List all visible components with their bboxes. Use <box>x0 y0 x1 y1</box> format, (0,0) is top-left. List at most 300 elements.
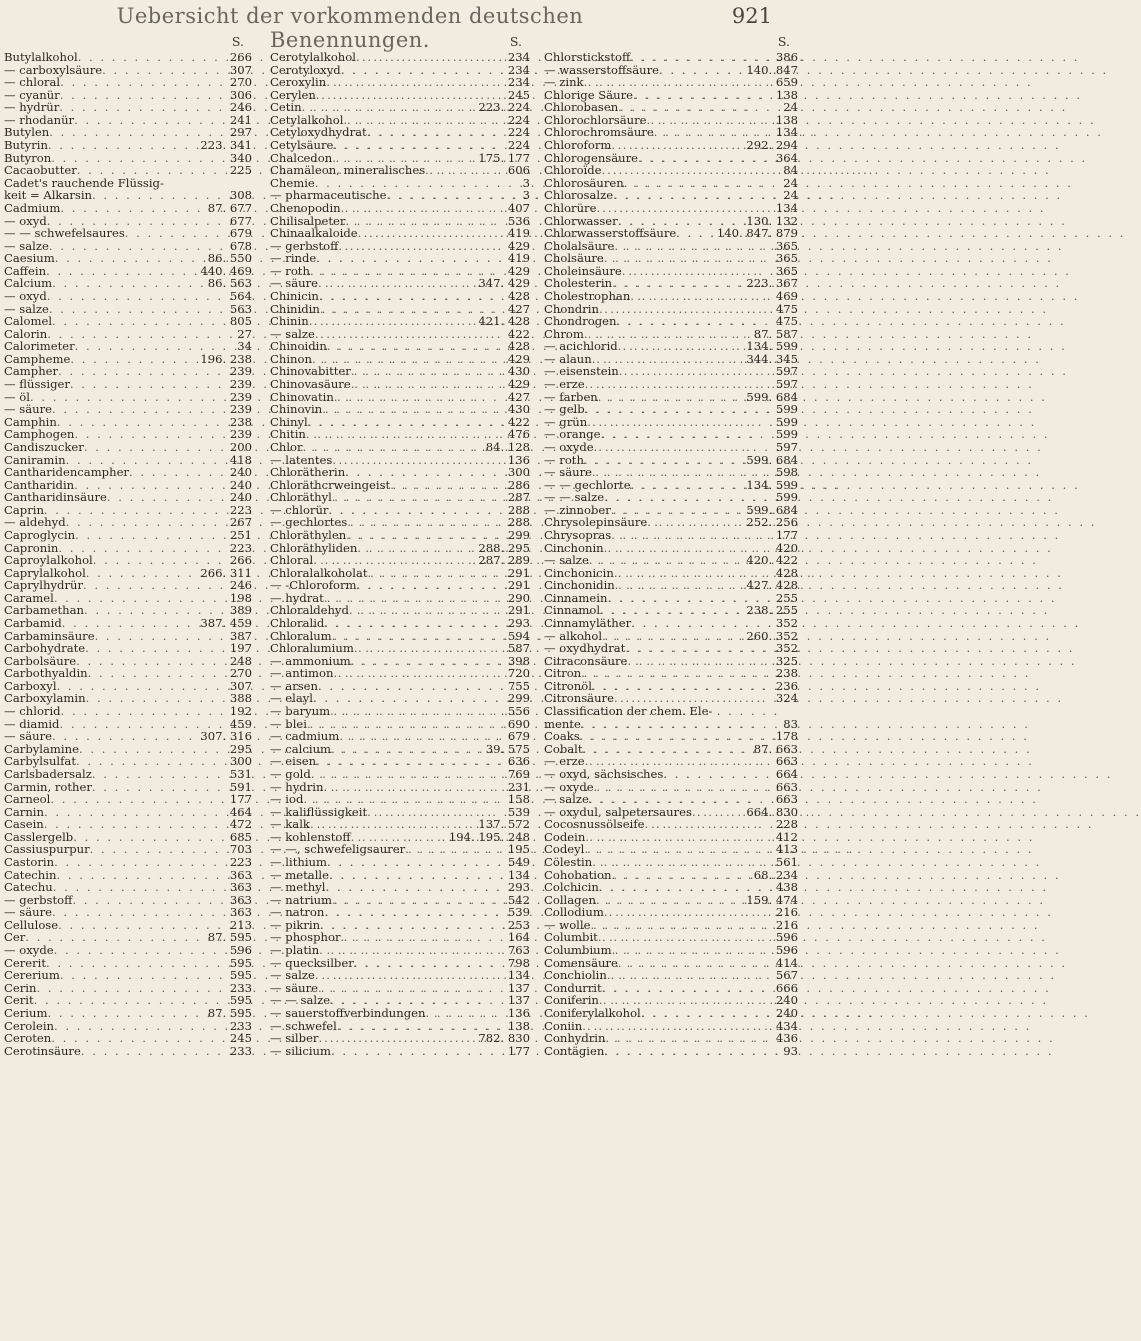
index-term: Comensäure <box>544 955 618 970</box>
page-reference: 87. 595 <box>207 1005 252 1020</box>
page-reference: 223. 224 <box>478 100 530 115</box>
page-reference: 251 <box>229 527 252 542</box>
index-entry <box>4 164 252 177</box>
index-term: — natron <box>270 905 325 920</box>
index-term: — — schwefelsaures <box>4 226 125 241</box>
index-entry <box>4 1045 252 1058</box>
page-reference: 200 <box>229 439 252 454</box>
dot-leader <box>84 441 228 454</box>
dot-leader <box>326 881 506 894</box>
index-term: Chlorige Säure <box>544 87 633 102</box>
page-reference: 387 <box>229 628 252 643</box>
index-column-1 <box>4 32 252 1337</box>
page-reference: 798 <box>507 955 530 970</box>
index-term: Chenopodin <box>270 200 341 215</box>
index-term: — latentes <box>270 452 333 467</box>
dot-leader <box>319 290 506 303</box>
index-term: Cacaobutter <box>4 163 77 178</box>
page-reference: 769 <box>507 766 530 781</box>
index-entry <box>544 101 798 114</box>
index-term: — salze <box>270 326 315 341</box>
page-reference: 3 <box>522 188 530 203</box>
index-term: Casein <box>4 817 44 832</box>
index-entry <box>544 705 798 718</box>
index-term: — wolle <box>544 917 591 932</box>
index-term: — gold <box>270 766 311 781</box>
index-entry <box>544 529 798 542</box>
index-entry <box>4 1032 252 1045</box>
index-term: Butylen <box>4 125 50 140</box>
page-reference: 599 <box>775 427 798 442</box>
index-entry <box>544 164 798 177</box>
index-term: — oxyd, sächsisches <box>544 766 664 781</box>
index-entry <box>544 881 798 894</box>
dot-leader <box>303 441 484 454</box>
index-term: Capronin <box>4 540 59 555</box>
page-reference: 266 <box>229 50 252 64</box>
index-term: Chlorätherin <box>270 465 346 480</box>
page-reference: 239 <box>229 427 252 442</box>
index-term: Carbothyaldin <box>4 666 88 681</box>
page-reference: 291 <box>507 578 530 593</box>
index-term: Cellulose <box>4 917 59 932</box>
index-entry <box>270 906 530 919</box>
page-reference: 240 <box>775 1005 798 1020</box>
index-entry <box>4 554 252 567</box>
dot-leader <box>47 1007 205 1020</box>
page-reference: 587 <box>507 641 530 656</box>
dot-leader <box>580 730 774 743</box>
index-term: — aldehyd <box>4 515 66 530</box>
dot-leader <box>326 76 506 89</box>
page-reference: 428 <box>507 339 530 354</box>
page-reference: 288 <box>507 515 530 530</box>
page-reference: 164 <box>507 930 530 945</box>
page-reference: 223 <box>229 540 252 555</box>
page-reference: 536 <box>507 213 530 228</box>
index-term: — oxydul, salpetersaures <box>544 804 692 819</box>
page-reference: 436 <box>775 1031 798 1046</box>
running-title: Uebersicht der vorkommenden deutschen Benennungen. <box>116 4 584 52</box>
index-term: — salze <box>4 238 49 253</box>
index-term: Cinchonicin <box>544 565 614 580</box>
index-term: Ceroten <box>4 1031 52 1046</box>
index-entry <box>4 315 252 328</box>
page-reference: 666 <box>775 980 798 995</box>
index-term: — arsen <box>270 678 319 693</box>
index-term: Cerylen <box>270 87 316 102</box>
index-term: — säure <box>4 905 53 920</box>
index-entry <box>270 101 530 114</box>
page-reference: 429 <box>507 238 530 253</box>
index-term: — erze <box>544 377 585 392</box>
page-reference: 556 <box>507 704 530 719</box>
index-entry <box>4 290 252 303</box>
index-entry <box>270 466 530 479</box>
page-reference: 236 <box>775 678 798 693</box>
page-reference: 291 <box>507 565 530 580</box>
index-term: — — gechlorte <box>544 477 631 492</box>
index-entry <box>4 705 252 718</box>
index-term: — wasserstoffsäure <box>544 62 659 77</box>
page-reference: 324 <box>775 691 798 706</box>
index-term: — chloral <box>4 75 61 90</box>
page-reference: 84 <box>783 163 798 178</box>
index-term: Chinovatin <box>270 389 334 404</box>
dot-leader <box>302 101 477 114</box>
index-entry <box>270 1045 530 1058</box>
index-entry <box>4 642 252 655</box>
page-reference: 224 <box>507 112 530 127</box>
index-term: Chlorosäuren <box>544 175 624 190</box>
index-entry <box>544 579 798 592</box>
index-term: — eisen <box>270 754 317 769</box>
index-term: — gechlortes <box>270 515 348 530</box>
dot-leader <box>303 793 505 806</box>
index-term: — flüssiger <box>4 377 70 392</box>
dot-leader <box>357 579 506 592</box>
index-entry <box>270 227 530 240</box>
index-entry <box>544 617 798 630</box>
page-reference: 599. 684 <box>746 389 798 404</box>
index-entry <box>544 1045 798 1058</box>
page-reference: 223. 367 <box>746 276 798 291</box>
page-reference: 299 <box>507 527 530 542</box>
index-term: Chinidin <box>270 301 320 316</box>
dot-leader <box>309 315 477 328</box>
index-term: — kalk <box>270 817 310 832</box>
dot-leader <box>589 793 774 806</box>
page-reference: 192 <box>229 704 252 719</box>
page-reference: 86. 550 <box>207 251 252 266</box>
index-term: — zinnober <box>544 502 611 517</box>
page-reference: 84. 128 <box>485 439 530 454</box>
index-term: — orange <box>544 427 601 442</box>
index-entry <box>4 403 252 416</box>
page-reference: 563 <box>229 301 252 316</box>
page-reference: 412 <box>775 829 798 844</box>
page-reference: 177 <box>229 792 252 807</box>
index-entry <box>270 579 530 592</box>
index-entry <box>4 944 252 957</box>
dot-leader <box>676 227 715 240</box>
dot-leader <box>310 818 476 831</box>
dot-leader <box>604 906 774 919</box>
index-term: Condurrit <box>544 980 602 995</box>
page-reference: 595 <box>229 968 252 983</box>
index-term: Carboxyl <box>4 678 57 693</box>
page-reference: 344. 345 <box>746 351 798 366</box>
page-reference: 134 <box>775 125 798 140</box>
page-reference: 216 <box>775 905 798 920</box>
dot-leader <box>358 227 506 240</box>
page-reference: 663 <box>775 779 798 794</box>
page-reference: 595 <box>229 993 252 1008</box>
page-reference: 245 <box>507 87 530 102</box>
index-term: Chlorüre <box>544 200 597 215</box>
page-reference: 87. 587 <box>753 326 798 341</box>
dot-leader <box>62 617 199 630</box>
index-term: — calcium <box>270 741 332 756</box>
index-term: Citronsäure <box>544 691 614 706</box>
index-term: Catechin <box>4 867 57 882</box>
column-page-label: S. <box>231 34 244 49</box>
index-entry <box>544 466 798 479</box>
index-entry <box>270 51 530 64</box>
index-term: Chinicin <box>270 288 319 303</box>
page-reference: 805 <box>229 314 252 329</box>
page-reference: 138 <box>775 112 798 127</box>
dot-leader <box>594 441 774 454</box>
page-reference: 429 <box>507 351 530 366</box>
page-reference: 253 <box>507 917 530 932</box>
index-entry <box>270 730 530 743</box>
index-term: — quecksilber <box>270 955 354 970</box>
index-term: — chlorid <box>4 704 61 719</box>
dot-leader <box>85 642 228 655</box>
index-term: Chloroform <box>544 138 612 153</box>
index-term: Carnin <box>4 804 44 819</box>
dot-leader <box>51 1032 228 1045</box>
page-reference: 325 <box>775 653 798 668</box>
page-reference: 198 <box>229 590 252 605</box>
index-term: Columbit <box>544 930 598 945</box>
dot-leader <box>425 164 506 177</box>
dot-leader <box>585 403 774 416</box>
page-reference: 68. 234 <box>753 867 798 882</box>
index-entry <box>270 856 530 869</box>
index-term: Calorin <box>4 326 48 341</box>
page-reference: 134. 599 <box>746 339 798 354</box>
dot-leader <box>81 1045 228 1058</box>
index-term: — kaliflüssigkeit <box>270 804 368 819</box>
page-reference: 422 <box>507 326 530 341</box>
column-page-label: S. <box>509 34 522 49</box>
page-reference: 239 <box>229 377 252 392</box>
index-entry <box>270 76 530 89</box>
dot-leader <box>351 378 506 391</box>
index-entry <box>544 768 798 781</box>
page-reference: 365 <box>775 238 798 253</box>
index-entry <box>270 818 530 831</box>
index-term: Cerin <box>4 980 37 995</box>
page-reference: 137 <box>507 980 530 995</box>
page-reference: 137. 572 <box>478 817 530 832</box>
index-term: Carbolsäure <box>4 653 77 668</box>
index-entry <box>544 227 798 240</box>
index-term: Caprin <box>4 502 44 517</box>
index-term: Chinovin <box>270 402 323 417</box>
page-reference: 595 <box>229 955 252 970</box>
index-term: Caramel <box>4 590 54 605</box>
index-term: — baryum <box>270 704 331 719</box>
page-reference: 224 <box>507 125 530 140</box>
column-page-label: S. <box>777 34 790 49</box>
index-term: Chinyl <box>270 414 308 429</box>
page-reference: 679 <box>507 729 530 744</box>
dot-leader <box>607 969 774 982</box>
index-term: Carbylsulfat <box>4 754 76 769</box>
index-term: Camphin <box>4 414 57 429</box>
dot-leader <box>332 491 506 504</box>
page-reference: 599 <box>775 414 798 429</box>
page-reference: 606 <box>507 163 530 178</box>
page-reference: 438 <box>775 880 798 895</box>
index-entry <box>4 202 252 215</box>
index-entry <box>544 315 798 328</box>
index-entry <box>270 554 530 567</box>
index-entry <box>270 403 530 416</box>
index-term: — farben <box>544 389 598 404</box>
index-entry <box>270 617 530 630</box>
index-entry <box>544 378 798 391</box>
index-term: Carbylamine <box>4 741 79 756</box>
dot-leader <box>604 491 774 504</box>
index-term: Chinaalkaloide <box>270 226 358 241</box>
page-reference: 306 <box>229 87 252 102</box>
page-reference: 564 <box>229 288 252 303</box>
index-term: — salze <box>270 968 315 983</box>
dot-leader <box>611 529 774 542</box>
index-entry <box>4 139 252 152</box>
dot-leader <box>589 554 745 567</box>
dot-leader <box>59 101 228 114</box>
dot-leader <box>319 944 506 957</box>
index-term: Calomel <box>4 314 53 329</box>
page-reference: 239 <box>229 364 252 379</box>
index-term: mente <box>544 716 581 731</box>
index-term: Conhydrin <box>544 1031 606 1046</box>
index-term: Chloräthcrweingeist <box>270 477 391 492</box>
dot-leader <box>618 101 781 114</box>
index-entry <box>4 378 252 391</box>
index-entry <box>270 252 530 265</box>
dot-leader <box>322 403 506 416</box>
index-term: — oxydhydrat <box>544 641 626 656</box>
dot-leader <box>311 768 506 781</box>
index-entry <box>270 164 530 177</box>
page-reference: 677 <box>229 213 252 228</box>
page-reference: 419 <box>507 251 530 266</box>
index-term: Chloralalkoholat <box>270 565 368 580</box>
dot-leader <box>354 642 506 655</box>
page-reference: 418 <box>229 452 252 467</box>
index-term: — lithium <box>270 855 327 869</box>
dot-leader <box>327 340 506 353</box>
index-term: — elayl <box>270 691 314 706</box>
index-term: Chlorochlorsäure <box>544 112 647 127</box>
index-term: Caproylalkohol <box>4 553 93 568</box>
dot-leader <box>54 856 228 869</box>
page-reference: 238 <box>775 666 798 681</box>
index-entry <box>544 340 798 353</box>
dot-leader <box>50 793 228 806</box>
index-term: Cobalt <box>544 741 583 756</box>
index-term: Chinon <box>270 351 312 366</box>
page-reference: 177 <box>775 527 798 542</box>
index-term: Butyrin <box>4 138 48 153</box>
index-entry <box>4 491 252 504</box>
page-reference: 596 <box>775 930 798 945</box>
index-term: Cinchonidin <box>544 578 615 593</box>
page-reference: 428 <box>507 288 530 303</box>
page-reference: 663 <box>775 754 798 769</box>
page-reference: 213 <box>229 917 252 932</box>
dot-leader <box>125 227 228 240</box>
index-term: Chlorosalze <box>544 188 614 203</box>
index-term: Cadet's rauchende Flüssig- <box>4 175 164 190</box>
index-term: Codein <box>544 829 586 844</box>
index-term: Chlorobasen <box>544 100 619 115</box>
dot-leader <box>641 1007 774 1020</box>
page-reference: 591 <box>229 779 252 794</box>
dot-leader <box>52 315 228 328</box>
dot-leader <box>324 617 506 630</box>
index-term: Carboxylamin <box>4 691 86 706</box>
index-term: Cererium <box>4 968 60 983</box>
page-reference: 782. 830 <box>478 1031 530 1046</box>
dot-leader <box>313 554 476 567</box>
index-term: Chloralum <box>270 628 332 643</box>
index-entry <box>544 139 798 152</box>
page-reference: 599. 684 <box>746 452 798 467</box>
dot-leader <box>615 579 745 592</box>
index-entry <box>4 906 252 919</box>
page-reference: 663 <box>775 792 798 807</box>
page-reference: 427 <box>507 301 530 316</box>
page-number: 921 <box>731 4 772 28</box>
dot-leader <box>61 705 228 718</box>
index-entry <box>4 730 252 743</box>
page-reference: 364 <box>775 150 798 165</box>
page-reference: 248 <box>229 653 252 668</box>
dot-leader <box>331 1045 506 1058</box>
dot-leader <box>93 554 228 567</box>
index-entry <box>270 1032 530 1045</box>
page-reference: 599. 684 <box>746 502 798 517</box>
page-reference: 138 <box>507 1018 530 1033</box>
index-term: Chloräthyl <box>270 490 332 505</box>
index-term: — carboxylsäure <box>4 62 103 77</box>
index-entry <box>544 290 798 303</box>
page-reference: 136 <box>507 1005 530 1020</box>
page-reference: 549 <box>507 855 530 869</box>
dot-leader <box>644 818 773 831</box>
index-term: Chrysolepinsäure <box>544 515 648 530</box>
index-term: — hydrat <box>270 590 324 605</box>
page-reference: 288 <box>507 502 530 517</box>
index-term: Cantharidencampher <box>4 465 129 480</box>
index-entry <box>544 1007 798 1020</box>
index-term: Chlorochromsäure <box>544 125 654 140</box>
page-reference: 175. 177 <box>478 150 530 165</box>
index-term: — säure <box>270 980 319 995</box>
index-term: — silber <box>270 1031 319 1046</box>
page-reference: 255 <box>775 590 798 605</box>
index-term: Cinnamyläther <box>544 616 632 631</box>
index-term: Columbium <box>544 943 612 958</box>
page-reference: 266. 311 <box>200 565 252 580</box>
index-term: — antimon <box>270 666 334 681</box>
index-term: Citronöl <box>544 678 592 693</box>
index-term: Cadmium <box>4 200 61 215</box>
index-entry <box>4 51 252 64</box>
page-reference: 267 <box>229 515 252 530</box>
dot-leader <box>48 139 198 152</box>
page-reference: 594 <box>507 628 530 643</box>
index-term: Codeyl <box>544 842 585 857</box>
index-entry <box>544 856 798 869</box>
